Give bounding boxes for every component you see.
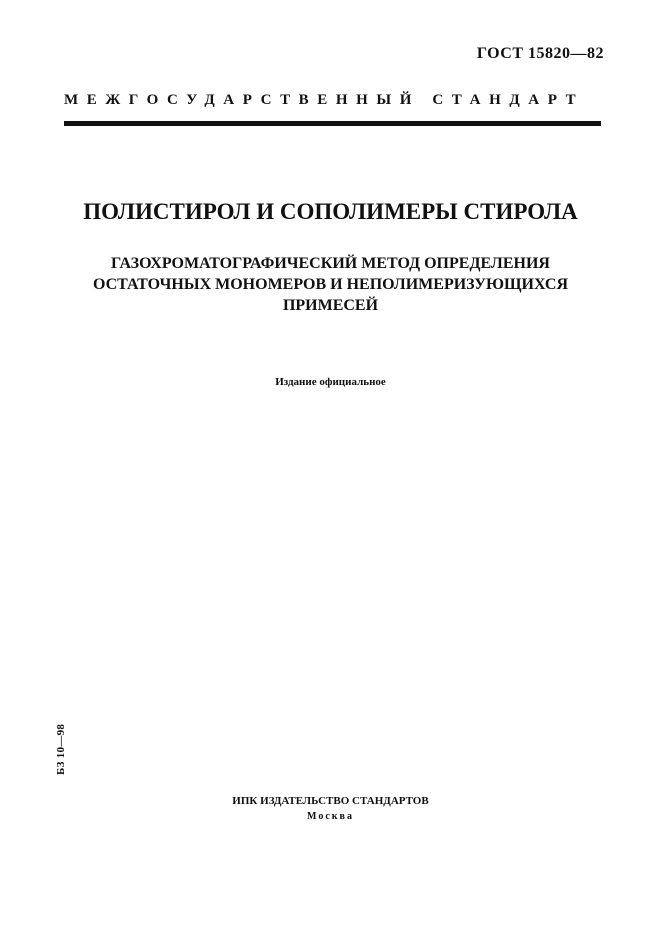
subtitle-line: ОСТАТОЧНЫХ МОНОМЕРОВ И НЕПОЛИМЕРИЗУЮЩИХСЯ bbox=[92, 276, 569, 293]
document-number: ГОСТ 15820—82 bbox=[476, 45, 604, 62]
edition-note: Издание официальное bbox=[275, 376, 386, 388]
document-subtitle bbox=[40, 253, 621, 316]
publisher-name: ИПК ИЗДАТЕЛЬСТВО СТАНДАРТОВ bbox=[232, 795, 429, 807]
subtitle-line: ПРИМЕСЕЙ bbox=[282, 297, 379, 314]
publisher-city: Москва bbox=[307, 811, 354, 822]
header-divider bbox=[64, 121, 601, 126]
subtitle-line: ГАЗОХРОМАТОГРАФИЧЕСКИЙ МЕТОД ОПРЕДЕЛЕНИЯ bbox=[111, 255, 550, 272]
side-code-label: БЗ 10—98 bbox=[55, 723, 67, 775]
standard-type-heading: МЕЖГОСУДАРСТВЕННЫЙ СТАНДАРТ bbox=[64, 92, 585, 108]
document-title: ПОЛИСТИРОЛ И СОПОЛИМЕРЫ СТИРОЛА bbox=[83, 199, 578, 224]
